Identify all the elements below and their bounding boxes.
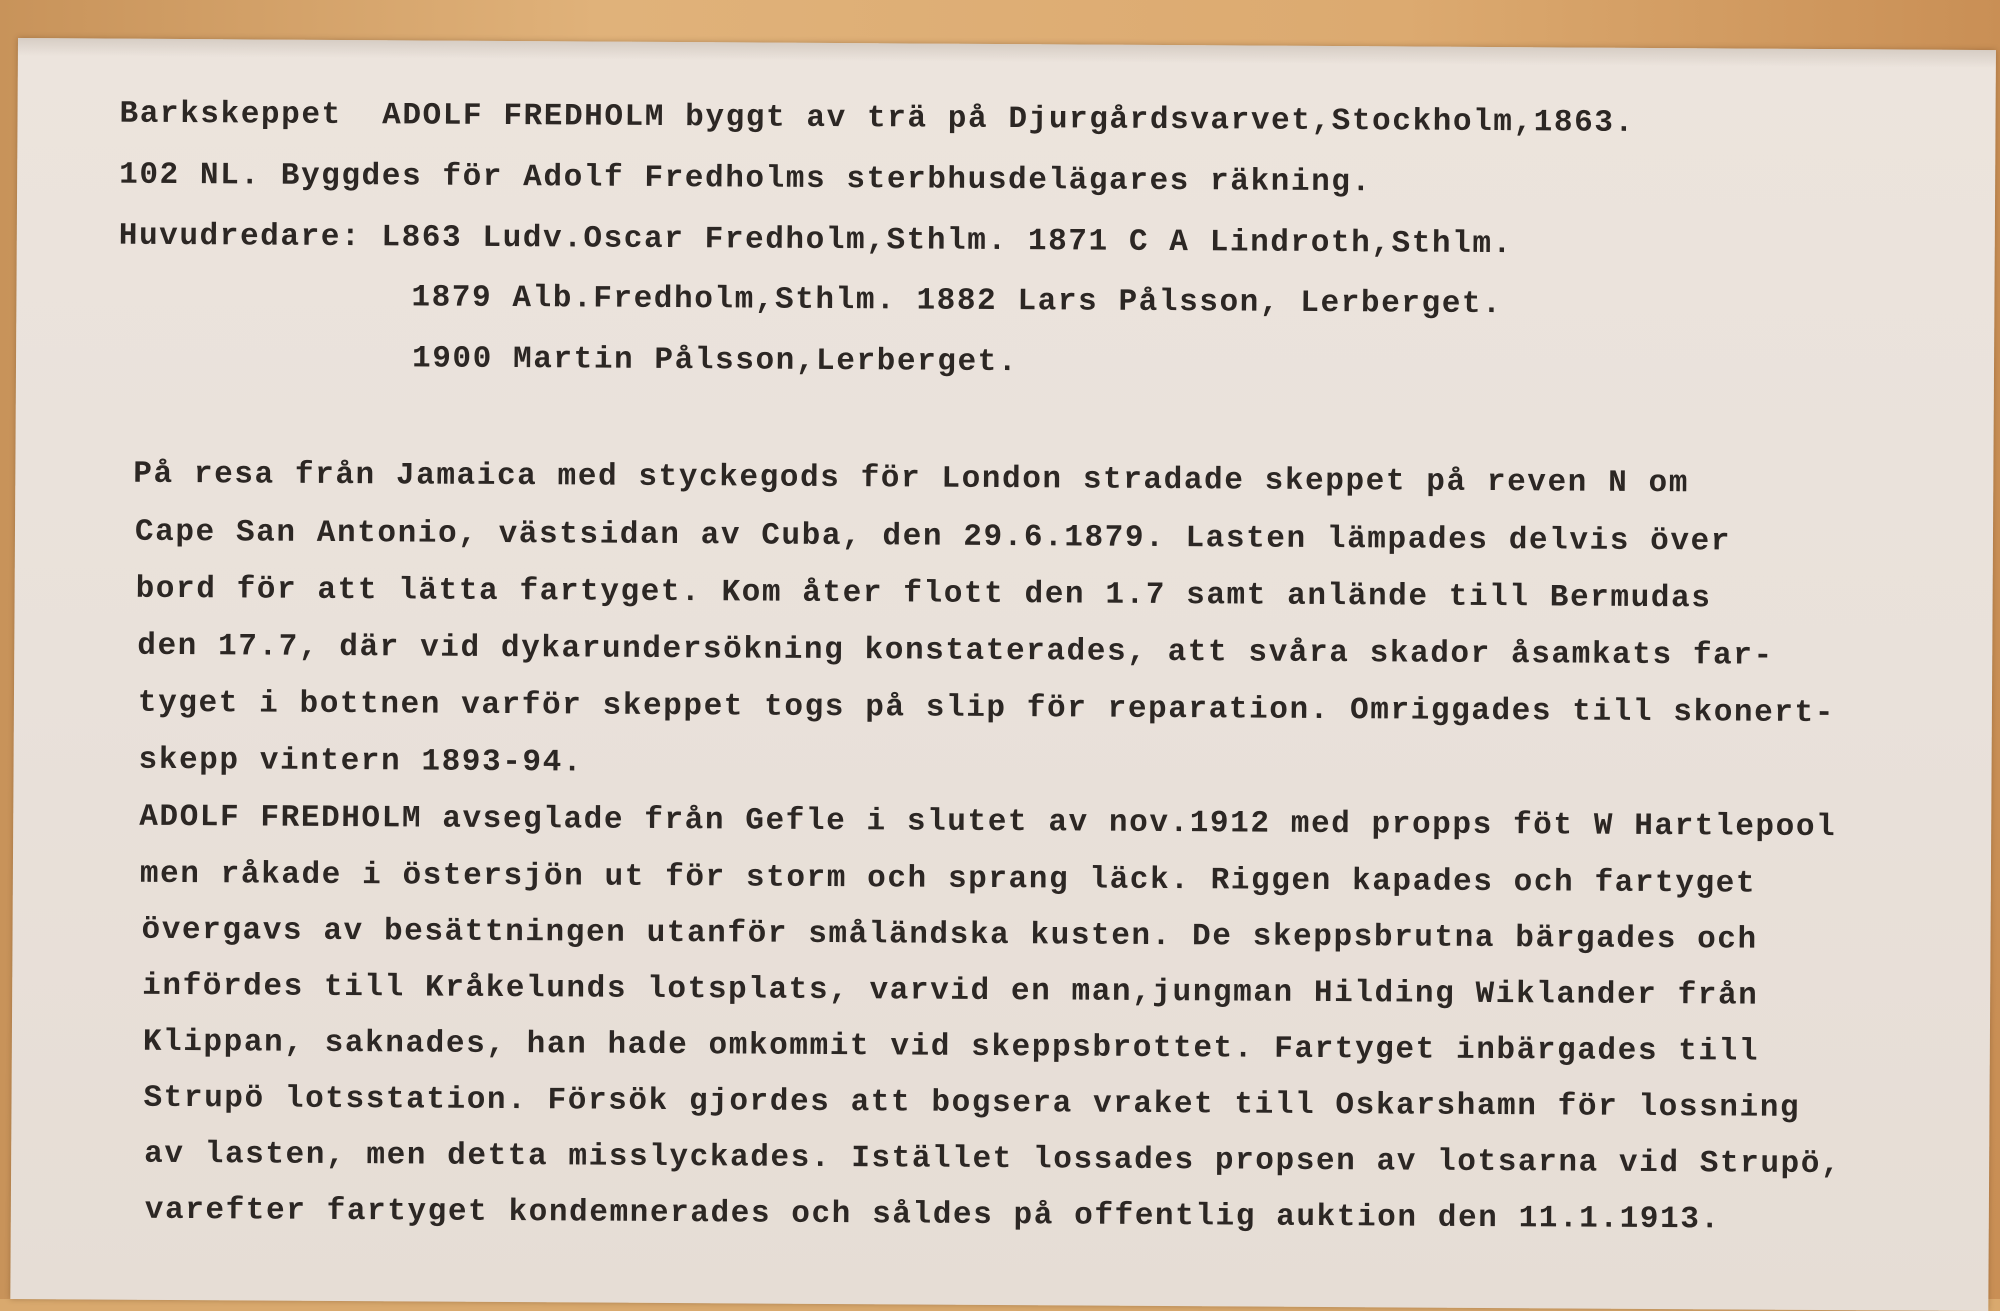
header-line-1: Barkskeppet ADOLF FREDHOLM byggt av trä på Djurgårdsvarvet,Stockholm,1863. bbox=[119, 96, 1635, 141]
typed-document-page bbox=[10, 38, 1996, 1311]
body-line-9: övergavs av besättningen utanför småländska kusten. De skeppsbrutna bärgades och bbox=[141, 912, 1758, 958]
body-line-10: infördes till Kråkelunds lotsplats, varvid en man,jungman Hilding Wiklander från bbox=[142, 968, 1759, 1014]
body-line-4: den 17.7, där vid dykarundersökning konstaterades, att svåra skador åsamkats far- bbox=[137, 628, 1774, 674]
header-line-5: 1900 Martin Pålsson,Lerberget. bbox=[411, 341, 1019, 381]
body-line-12: Strupö lotsstation. Försök gjordes att bogsera vraket till Oskarshamn för lossning bbox=[143, 1080, 1801, 1126]
body-line-13: av lasten, men detta misslyckades. Istället lossades propsen av lotsarna vid Strupö, bbox=[144, 1136, 1842, 1183]
body-line-11: Klippan, saknades, han hade omkommit vid skeppsbrottet. Fartyget inbärgades till bbox=[142, 1024, 1760, 1070]
body-line-2: Cape San Antonio, västsidan av Cuba, den 29.6.1879. Lasten lämpades delvis över bbox=[134, 514, 1732, 560]
body-line-7: ADOLF FREDHOLM avseglade från Gefle i slutet av nov.1912 med propps föt W Hartlepool bbox=[139, 799, 1837, 846]
body-line-14: varefter fartyget kondemnerades och såldes på offentlig auktion den 11.1.1913. bbox=[144, 1192, 1721, 1238]
body-line-5: tyget i bottnen varför skeppet togs på slip för reparation. Omriggades till skonert- bbox=[137, 685, 1836, 732]
body-line-1: På resa från Jamaica med styckegods för London stradade skeppet på reven N om bbox=[133, 456, 1690, 502]
body-line-3: bord för att lätta fartyget. Kom åter flott den 1.7 samt anlände till Bermudas bbox=[135, 571, 1712, 617]
header-line-2: 102 NL. Byggdes för Adolf Fredholms sterbhusdelägares räkning. bbox=[119, 157, 1372, 201]
body-line-6: skepp vintern 1893-94. bbox=[138, 742, 584, 781]
body-line-8: men råkade i östersjön ut för storm och sprang läck. Riggen kapades och fartyget bbox=[139, 856, 1757, 902]
header-line-4: 1879 Alb.Fredholm,Sthlm. 1882 Lars Pålsson, Lerberget. bbox=[411, 280, 1503, 323]
header-line-3: Huvudredare: L863 Ludv.Oscar Fredholm,Sthlm. 1871 C A Lindroth,Sthlm. bbox=[118, 218, 1513, 263]
